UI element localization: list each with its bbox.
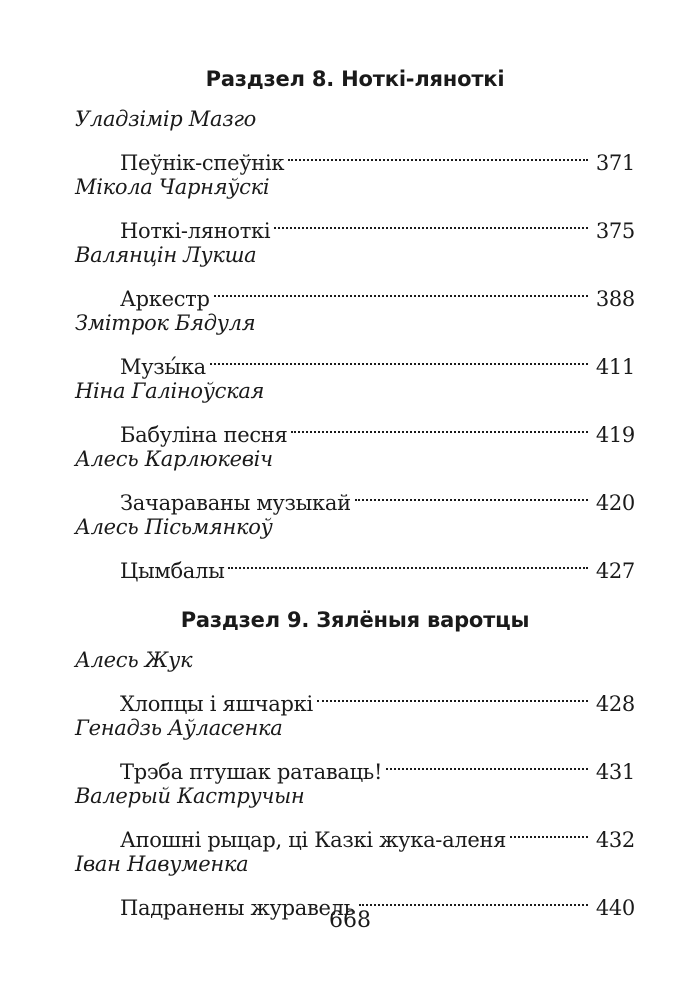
entry-page-number: 420 xyxy=(595,491,635,515)
dot-leader xyxy=(355,476,588,510)
dot-leader xyxy=(288,136,588,170)
toc-entry[interactable] xyxy=(75,272,635,311)
table-of-contents xyxy=(75,62,635,920)
author-name: Мікола Чарняўскі xyxy=(75,175,270,199)
section-title: Раздзел 8. Ноткі-ляноткі xyxy=(205,67,505,91)
dot-leader xyxy=(291,408,587,442)
toc-entry[interactable] xyxy=(75,476,635,515)
author-name: Валерый Кастручын xyxy=(75,784,305,808)
entry-title: Бабуліна песня xyxy=(120,423,288,447)
entry-title: Пеўнік-спеўнік xyxy=(120,151,285,175)
entry-page-number: 411 xyxy=(595,355,635,379)
entry-title: Ноткі-ляноткі xyxy=(120,219,271,243)
author-name: Валянцін Лукша xyxy=(75,243,257,267)
toc-entry[interactable] xyxy=(75,813,635,852)
entry-page-number: 432 xyxy=(595,828,635,852)
entry-page-number: 427 xyxy=(595,559,635,583)
author-name: Уладзімір Мазго xyxy=(75,107,257,131)
dot-leader xyxy=(386,745,588,779)
author-name: Алесь Карлюкевіч xyxy=(75,447,273,471)
toc-entry[interactable] xyxy=(75,340,635,379)
dot-leader xyxy=(510,813,588,847)
dot-leader xyxy=(274,204,588,238)
toc-entry[interactable] xyxy=(75,544,635,583)
entry-title: Цымбалы xyxy=(120,559,225,583)
entry-page-number: 428 xyxy=(595,692,635,716)
dot-leader xyxy=(228,544,587,578)
section-title: Раздзел 9. Зялёныя варотцы xyxy=(180,608,530,632)
entry-page-number: 440 xyxy=(595,896,635,920)
section-8 xyxy=(75,62,635,583)
entry-page-number: 375 xyxy=(595,219,635,243)
entry-title: Зачараваны музыкай xyxy=(120,491,351,515)
entry-title: Хлопцы і яшчаркі xyxy=(120,692,313,716)
entry-title: Трэба птушак ратаваць! xyxy=(120,760,383,784)
entry-title: Музы́ка xyxy=(120,355,206,379)
page-number: 668 xyxy=(329,908,371,933)
entry-title: Падранены журавель xyxy=(120,896,355,920)
author-name: Ніна Галіноўская xyxy=(75,379,265,403)
entry-page-number: 388 xyxy=(595,287,635,311)
toc-entry[interactable] xyxy=(75,745,635,784)
entry-title: Аркестр xyxy=(120,287,210,311)
dot-leader xyxy=(210,340,588,374)
toc-entry[interactable] xyxy=(75,136,635,175)
author-name: Іван Навуменка xyxy=(75,852,249,876)
author-name: Генадзь Аўласенка xyxy=(75,716,283,740)
author-name: Алесь Жук xyxy=(75,648,193,672)
author-name: Алесь Пісьмянкоў xyxy=(75,515,273,539)
entry-page-number: 431 xyxy=(595,760,635,784)
dot-leader xyxy=(214,272,588,306)
author-name: Змітрок Бядуля xyxy=(75,311,256,335)
dot-leader xyxy=(317,677,588,711)
entry-page-number: 419 xyxy=(595,423,635,447)
entry-title: Апошні рыцар, ці Казкі жука-аленя xyxy=(120,828,507,852)
toc-entry[interactable] xyxy=(75,677,635,716)
entry-page-number: 371 xyxy=(595,151,635,175)
toc-entry[interactable] xyxy=(75,408,635,447)
toc-entry[interactable] xyxy=(75,204,635,243)
section-9 xyxy=(75,603,635,920)
